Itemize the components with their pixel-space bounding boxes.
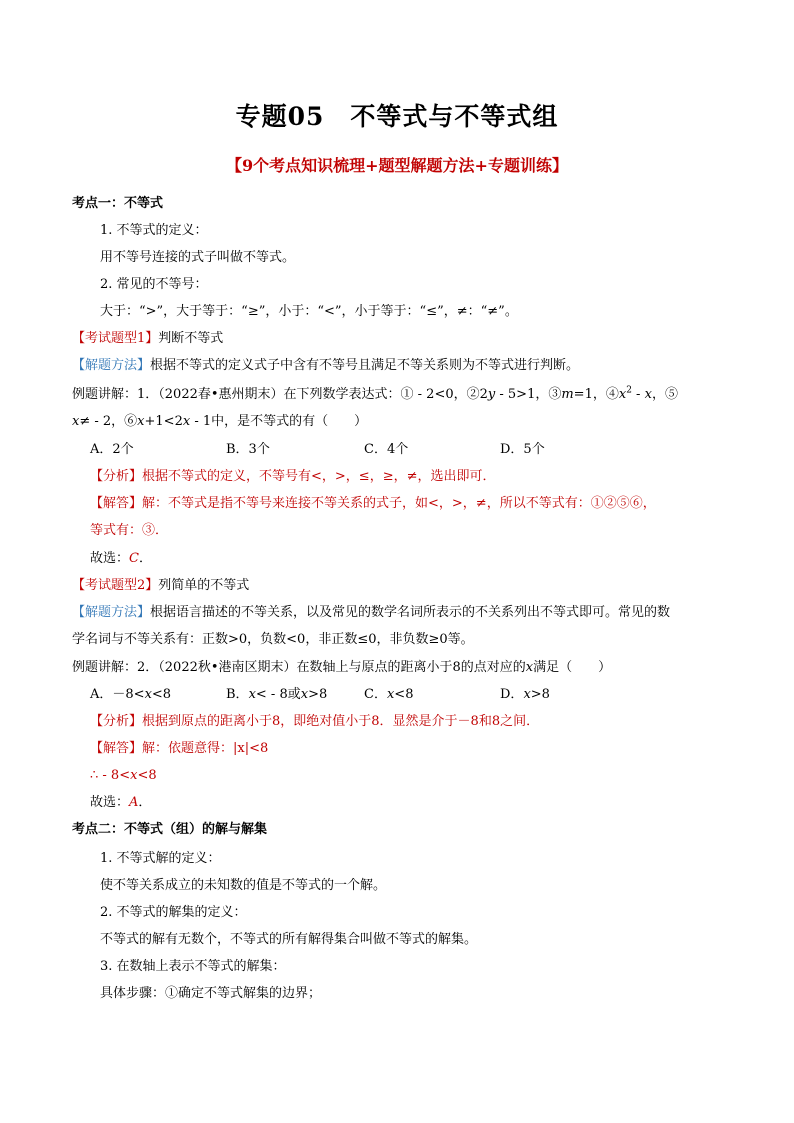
choose-1-value: C [129, 551, 139, 566]
kp1-line-2: 用不等号连接的式子叫做不等式。 [100, 250, 296, 265]
answer-2-tag: 【解答】 [90, 741, 143, 756]
var-x: x [248, 687, 256, 702]
analysis-1-tag: 【分析】 [90, 469, 143, 484]
example-1-question-line-2 [72, 413, 367, 431]
var-y: y [487, 387, 496, 402]
option-a-post: <8 [151, 687, 172, 702]
choose-1 [90, 550, 152, 568]
kp2-line-2: 使不等关系成立的未知数的值是不等式的一个解。 [100, 878, 387, 893]
page-subtitle: 【9个考点知识梳理+题型解题方法+专题训练】 [226, 156, 568, 175]
option-b-post: >8 [308, 687, 328, 702]
var-x: x [72, 414, 80, 429]
question-type-2-text: 列简单的不等式 [158, 578, 250, 593]
therefore-post: <8 [137, 768, 157, 783]
question-type-2-tag: 【考试题型2】 [72, 578, 159, 593]
answer-1 [90, 495, 656, 513]
option-a: A．2个 [90, 442, 134, 457]
option-b: B．3个 [226, 442, 270, 457]
question-type-1 [72, 330, 223, 348]
answer-2 [90, 740, 268, 758]
question-type-1-text: 判断不等式 [158, 331, 224, 346]
kp2-line-5: 3. 在数轴上表示不等式的解集： [100, 959, 286, 974]
example-1-text-b: - 5>1，③ [495, 387, 562, 402]
var-x: x [525, 660, 534, 675]
analysis-2 [90, 713, 539, 731]
method-2-text: 根据语言描述的不等关系，以及常见的数学名词所表示的不关系列出不等式即可。常见的数 [150, 605, 671, 620]
choose-2 [90, 794, 151, 812]
kp2-line-4: 不等式的解有无数个，不等式的所有解得集合叫做不等式的解集。 [100, 932, 478, 947]
choose-1-end: ． [138, 551, 152, 566]
var-x: x [523, 687, 531, 702]
answer-1-tag: 【解答】 [90, 496, 143, 511]
answer-1-text: 解：不等式是指不等号来连接不等关系的式子，如<，>，≠，所以不等式有：①②⑤⑥， [142, 496, 656, 511]
var-x: x [618, 387, 627, 402]
example-1-text-h: - 1中，是不等式的有（ ） [190, 414, 368, 429]
example-2-text-b: 满足（ ） [533, 660, 612, 675]
example-1-text-g: +1<2 [144, 414, 183, 429]
var-x: x [130, 768, 138, 783]
option-b-pre: B． [226, 687, 249, 702]
var-m: m [561, 387, 574, 402]
example-1-text-c: =1，④ [573, 387, 619, 402]
option-a-pre: A．－8< [90, 687, 145, 702]
option-b [226, 686, 327, 704]
analysis-1-text: 根据不等式的定义，不等号有<，>，≤，≥，≠，选出即可． [142, 469, 496, 484]
example-2-question [72, 659, 611, 677]
var-x: x [386, 687, 395, 702]
option-c: C．4个 [364, 442, 409, 457]
analysis-2-text: 根据到原点的距离小于8，即绝对值小于8．显然是介于－8和8之间． [142, 714, 540, 729]
kp2-line-1: 1. 不等式解的定义： [100, 851, 221, 866]
method-2-tag: 【解题方法】 [72, 605, 151, 620]
option-c-post: <8 [394, 687, 414, 702]
var-x: x [137, 414, 145, 429]
option-d-pre: D． [500, 687, 524, 702]
option-d [500, 686, 550, 704]
method-1-tag: 【解题方法】 [72, 358, 151, 373]
kp2-line-6: 具体步骤：①确定不等式解集的边界； [100, 986, 322, 1001]
choose-2-end: ． [138, 795, 152, 810]
option-c-pre: C． [364, 687, 387, 702]
example-1-text-e: ，⑤ [651, 387, 678, 402]
option-d-post: >8 [530, 687, 550, 702]
answer-2-text: 解：依题意得：|x|<8 [142, 741, 269, 756]
example-1-question [72, 386, 678, 404]
choose-1-label: 故选： [90, 551, 130, 566]
choose-2-value: A [129, 795, 139, 810]
example-1-text-d: - [631, 387, 645, 402]
exponent: 2 [626, 385, 632, 396]
therefore-line [90, 767, 157, 785]
choose-2-label: 故选： [90, 795, 130, 810]
question-type-2 [72, 577, 249, 595]
method-1-text: 根据不等式的定义式子中含有不等号且满足不等关系则为不等式进行判断。 [150, 358, 580, 373]
example-1-text-a: 例题讲解：1．（2022春•惠州期末）在下列数学表达式：① - 2<0，②2 [72, 387, 488, 402]
option-d: D．5个 [500, 442, 545, 457]
page-title: 专题05 不等式与不等式组 [235, 102, 559, 131]
analysis-2-tag: 【分析】 [90, 714, 143, 729]
example-1-text-f: ≠ - 2，⑥ [79, 414, 138, 429]
kp1-line-1: 1. 不等式的定义： [100, 223, 208, 238]
section-heading-kp2: 考点二：不等式（组）的解与解集 [72, 822, 268, 837]
answer-1-line-2: 等式有：③． [90, 523, 169, 538]
method-2 [72, 604, 670, 622]
kp1-line-3: 2. 常见的不等号： [100, 277, 208, 292]
option-a [90, 686, 171, 704]
kp2-line-3: 2. 不等式的解集的定义： [100, 905, 247, 920]
section-heading-kp1: 考点一：不等式 [72, 196, 164, 211]
var-x: x [144, 687, 152, 702]
var-x: x [644, 387, 652, 402]
var-x: x [300, 687, 309, 702]
kp1-line-4: 大于：“>”，大于等于：“≥”，小于：“<”，小于等于：“≤”，≠：“≠”。 [100, 304, 518, 319]
option-b-mid: < - 8或 [255, 687, 301, 702]
method-2-line-2: 学名词与不等关系有：正数>0，负数<0，非正数≤0，非负数≥0等。 [72, 632, 474, 647]
therefore-pre: ∴ - 8< [90, 768, 131, 783]
var-x: x [182, 414, 191, 429]
analysis-1 [90, 468, 495, 486]
method-1 [72, 357, 579, 375]
example-2-text-a: 例题讲解：2．（2022秋•港南区期末）在数轴上与原点的距离小于8的点对应的 [72, 660, 526, 675]
option-c [364, 686, 413, 704]
question-type-1-tag: 【考试题型1】 [72, 331, 159, 346]
